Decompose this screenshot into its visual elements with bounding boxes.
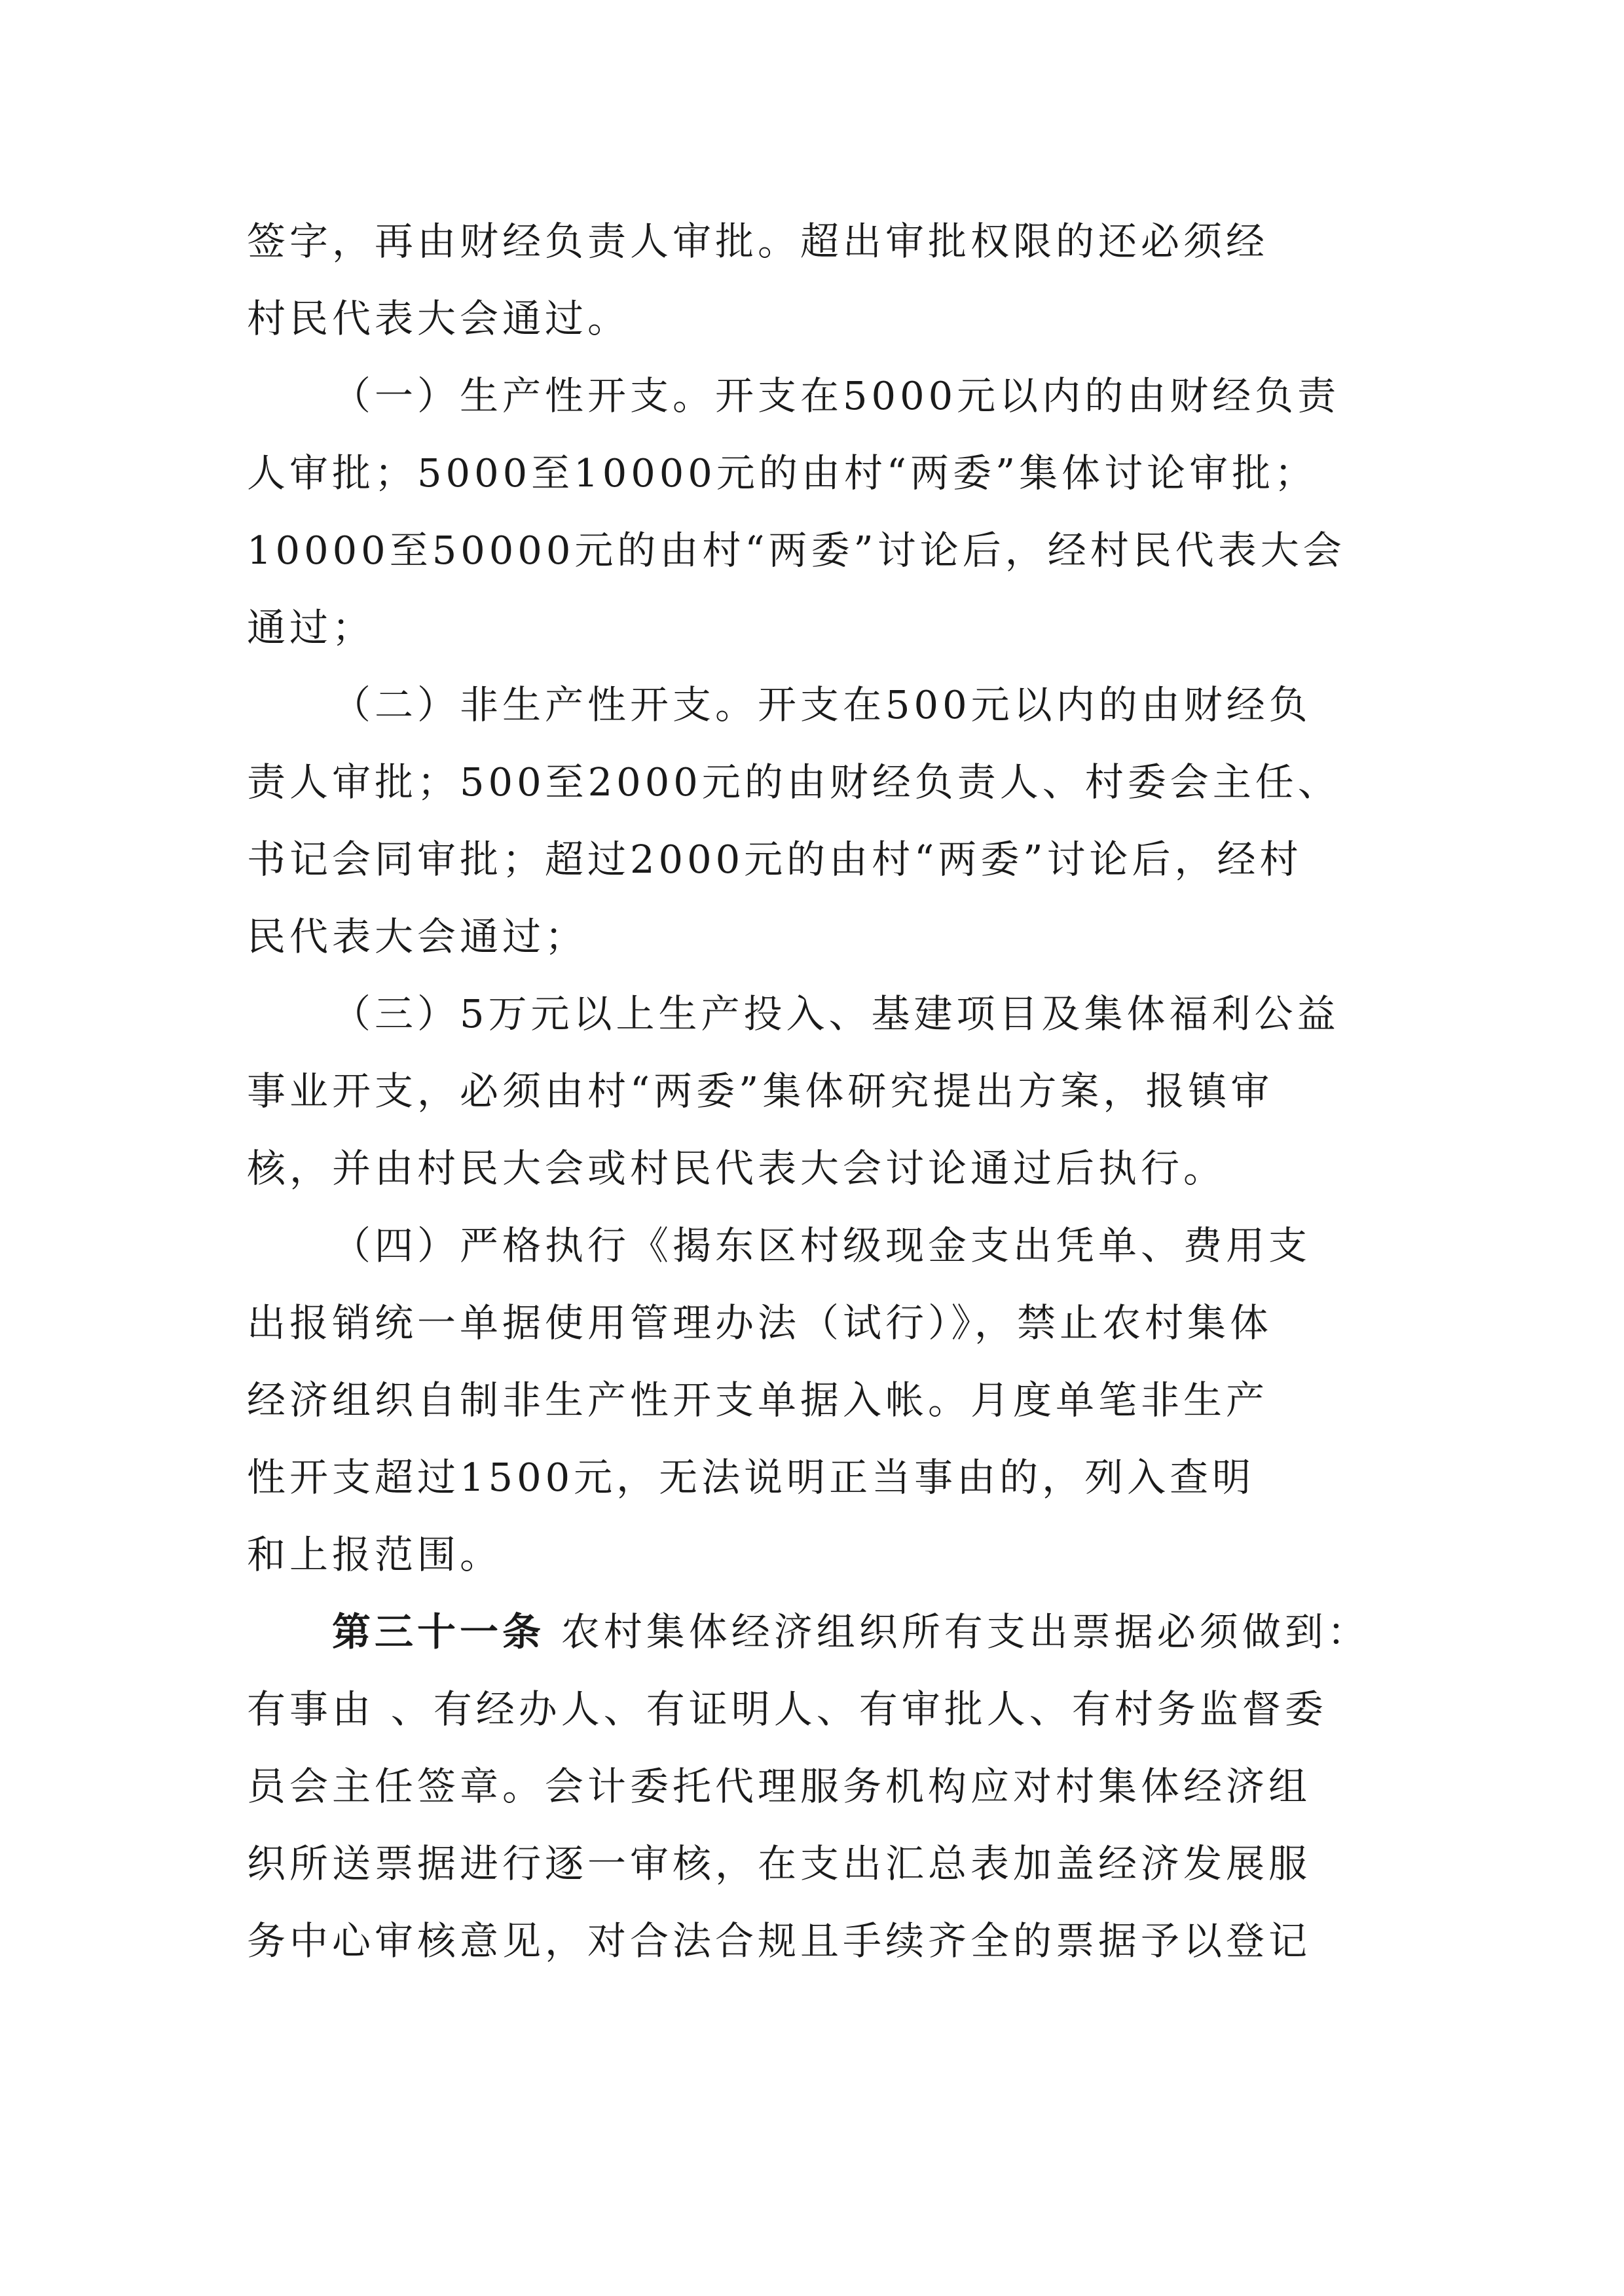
text-line: 事业开支，必须由村“两委”集体研究提出方案，报镇审 [247, 1068, 1274, 1114]
text-line: 织所送票据进行逐一审核，在支出汇总表加盖经济发展服 [247, 1841, 1312, 1886]
text-line: 人审批；5000至10000元的由村“两委”集体讨论审批； [247, 450, 1318, 496]
article-first-line-text: 农村集体经济组织所有支出票据必须做到： [561, 1609, 1370, 1654]
text-line: 民代表大会通过； [247, 914, 588, 959]
text-line: 性开支超过1500元，无法说明正当事由的，列入查明 [247, 1455, 1255, 1500]
text-line: 通过； [247, 605, 375, 650]
document-body [247, 203, 1373, 1980]
text-line: 10000至50000元的由村“两委”讨论后，经村民代表大会 [247, 528, 1346, 573]
text-line: 村民代表大会通过。 [247, 296, 631, 341]
text-line: 务中心审核意见，对合法合规且手续齐全的票据予以登记 [247, 1918, 1312, 1963]
text-line: 核，并由村民大会或村民代表大会讨论通过后执行。 [247, 1146, 1227, 1191]
text-line: （一）生产性开支。开支在5000元以内的由财经负责 [332, 373, 1340, 418]
text-line: 书记会同审批；超过2000元的由村“两委”讨论后，经村 [247, 837, 1302, 882]
text-line: 有事由 、有经办人、有证明人、有审批人、有村务监督委 [247, 1686, 1327, 1732]
text-line: 责人审批；500至2000元的由财经负责人、村委会主任、 [247, 759, 1340, 805]
text-line: 和上报范围。 [247, 1532, 503, 1577]
text-line: （四）严格执行《揭东区村级现金支出凭单、费用支 [332, 1223, 1312, 1268]
article-heading: 第三十一条 [332, 1609, 545, 1654]
text-line: （三）5万元以上生产投入、基建项目及集体福利公益 [332, 991, 1340, 1036]
article-first-line [247, 1594, 1373, 1671]
text-line: 签字，再由财经负责人审批。超出审批权限的还必须经 [247, 219, 1269, 264]
text-line: 员会主任签章。会计委托代理服务机构应对村集体经济组 [247, 1764, 1312, 1809]
text-line: 经济组织自制非生产性开支单据入帐。月度单笔非生产 [247, 1377, 1269, 1423]
text-line: （二）非生产性开支。开支在500元以内的由财经负 [332, 682, 1312, 727]
text-line: 出报销统一单据使用管理办法（试行）》，禁止农村集体 [247, 1300, 1273, 1345]
